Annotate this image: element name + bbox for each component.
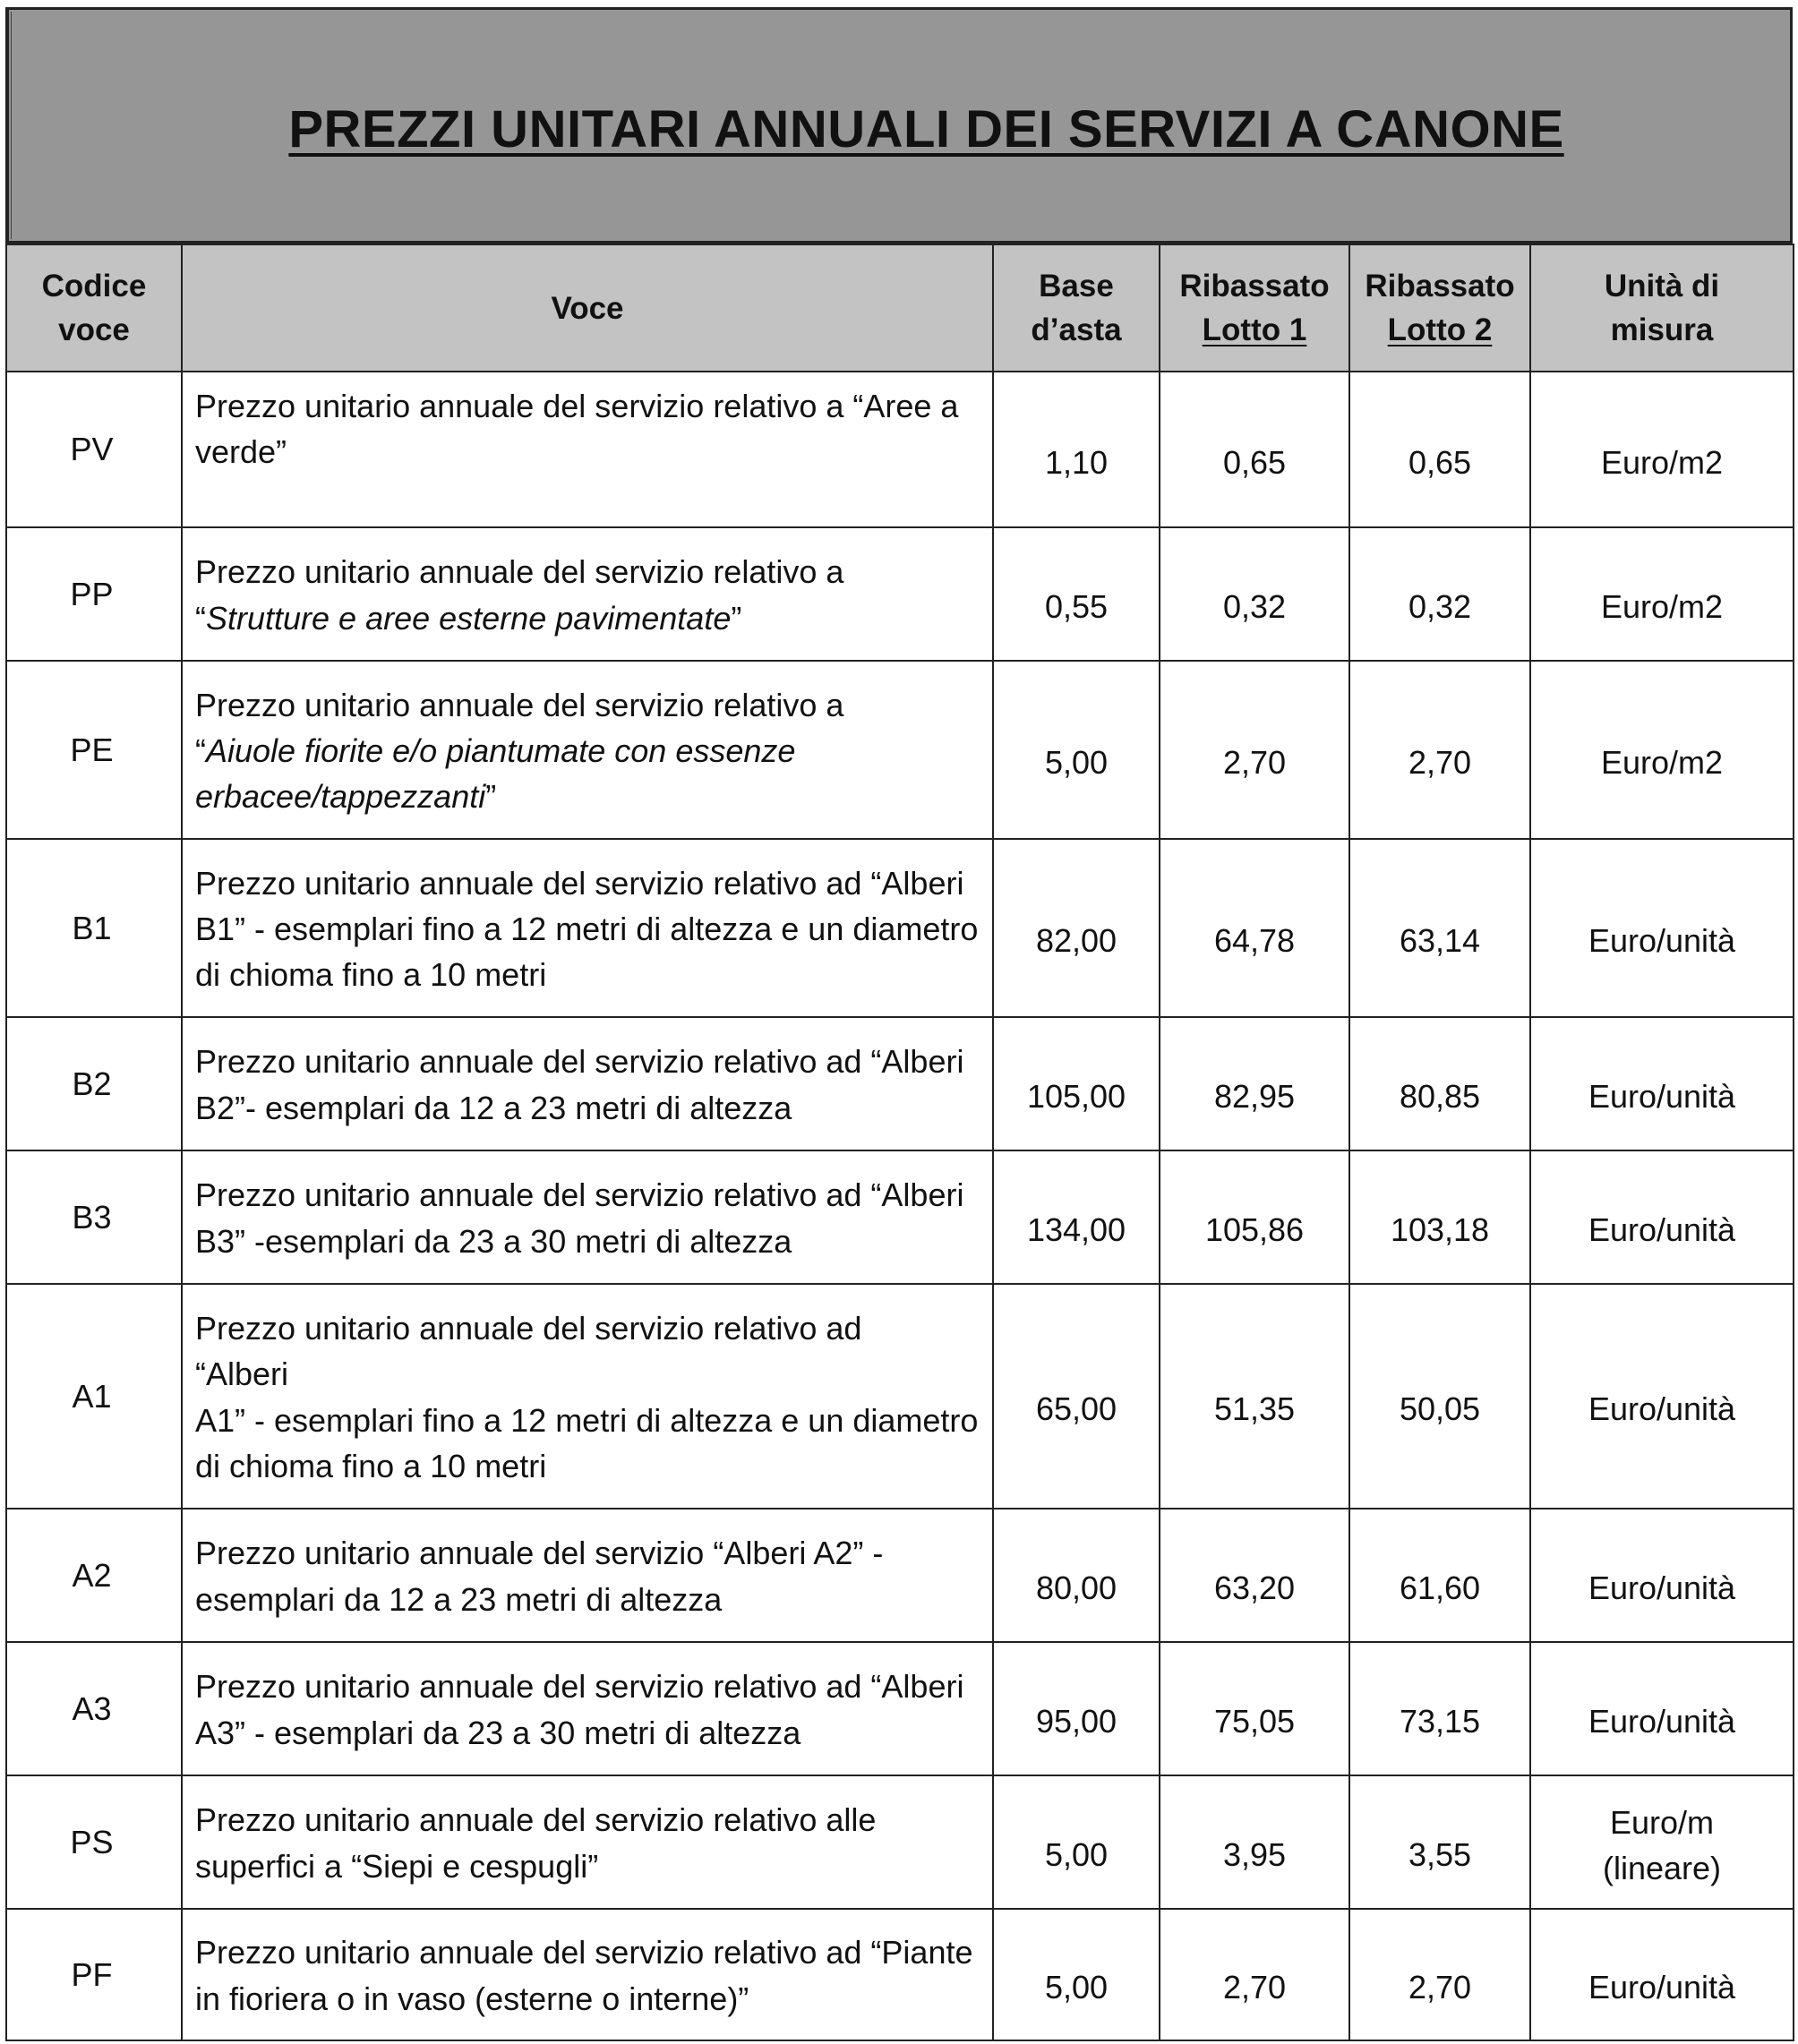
table-row xyxy=(6,372,1794,527)
row-lotto2: 103,18 xyxy=(1349,1150,1530,1284)
table-header-row xyxy=(6,244,1794,372)
header-lotto2 xyxy=(1349,244,1530,372)
row-voce-open-quote: “ xyxy=(195,731,206,769)
row-unit: Euro/m2 xyxy=(1530,527,1794,661)
row-lotto2: 2,70 xyxy=(1349,1909,1530,2040)
row-lotto1: 64,78 xyxy=(1160,839,1349,1017)
row-voce xyxy=(182,661,993,839)
row-lotto1: 63,20 xyxy=(1160,1509,1349,1642)
row-voce-line1: Prezzo unitario annuale del servizio relativo ad xyxy=(195,1310,862,1347)
table-row xyxy=(6,661,1794,839)
row-voce-open-quote: “ xyxy=(195,599,206,637)
header-lotto1-line2: Lotto 1 xyxy=(1202,312,1307,347)
row-unit: Euro/unità xyxy=(1530,1284,1794,1509)
header-voce xyxy=(182,244,993,372)
header-code xyxy=(6,244,182,372)
row-lotto1: 3,95 xyxy=(1160,1775,1349,1909)
row-base: 5,00 xyxy=(993,661,1160,839)
row-unit: Euro/unità xyxy=(1530,1150,1794,1284)
row-base: 95,00 xyxy=(993,1642,1160,1775)
header-base xyxy=(993,244,1160,372)
row-lotto1: 51,35 xyxy=(1160,1284,1349,1509)
header-unit-line2: misura xyxy=(1610,312,1714,347)
row-voce-line2: “Alberi xyxy=(195,1356,289,1393)
row-code: A1 xyxy=(6,1284,182,1509)
row-base: 1,10 xyxy=(993,372,1160,527)
header-unit xyxy=(1530,244,1794,372)
row-lotto2: 80,85 xyxy=(1349,1017,1530,1150)
table-row xyxy=(6,1284,1794,1509)
header-lotto2-line1: Ribassato xyxy=(1365,269,1515,304)
row-lotto2: 61,60 xyxy=(1349,1509,1530,1642)
row-code: A2 xyxy=(6,1509,182,1642)
header-code-line1: Codice xyxy=(41,269,147,304)
row-voce: Prezzo unitario annuale del servizio relativo a “Aree a verde” xyxy=(182,372,993,527)
row-lotto2: 2,70 xyxy=(1349,661,1530,839)
row-voce-line3: A1” - esemplari fino a 12 metri di altezza e un diametro di chioma fino a 10 metri xyxy=(195,1401,979,1484)
row-unit: Euro/unità xyxy=(1530,839,1794,1017)
row-code: PE xyxy=(6,661,182,839)
row-code: B2 xyxy=(6,1017,182,1150)
row-voce: Prezzo unitario annuale del servizio relativo alle superfici a “Siepi e cespugli” xyxy=(182,1775,993,1909)
row-base: 5,00 xyxy=(993,1775,1160,1909)
row-base: 82,00 xyxy=(993,839,1160,1017)
row-unit: Euro/unità xyxy=(1530,1909,1794,2040)
row-code: B1 xyxy=(6,839,182,1017)
row-base: 65,00 xyxy=(993,1284,1160,1509)
header-lotto1 xyxy=(1160,244,1349,372)
row-voce: Prezzo unitario annuale del servizio relativo ad “Piante in fioriera o in vaso (esterne o interne)” xyxy=(182,1909,993,2040)
row-lotto2: 3,55 xyxy=(1349,1775,1530,1909)
table-row xyxy=(6,1509,1794,1642)
row-code: A3 xyxy=(6,1642,182,1775)
row-lotto1: 75,05 xyxy=(1160,1642,1349,1775)
header-unit-line1: Unità di xyxy=(1604,269,1720,304)
table-row xyxy=(6,1642,1794,1775)
row-unit xyxy=(1530,1775,1794,1909)
row-base: 5,00 xyxy=(993,1909,1160,2040)
price-table xyxy=(5,244,1794,2041)
row-voce-close-quote: ” xyxy=(731,599,742,637)
row-unit: Euro/m2 xyxy=(1530,372,1794,527)
row-code: PF xyxy=(6,1909,182,2040)
row-lotto1: 2,70 xyxy=(1160,661,1349,839)
row-voce xyxy=(182,1284,993,1509)
row-voce-close-quote: ” xyxy=(485,778,497,816)
table-row xyxy=(6,1775,1794,1909)
row-base: 0,55 xyxy=(993,527,1160,661)
table-row xyxy=(6,1017,1794,1150)
row-base: 80,00 xyxy=(993,1509,1160,1642)
row-voce: Prezzo unitario annuale del servizio “Alberi A2” - esemplari da 12 a 23 metri di altezza xyxy=(182,1509,993,1642)
row-lotto1: 0,65 xyxy=(1160,372,1349,527)
header-lotto1-line1: Ribassato xyxy=(1179,269,1330,304)
row-unit: Euro/m2 xyxy=(1530,661,1794,839)
row-voce-italic: Aiuole fiorite e/o piantumate con essenze erbacee/tappezzanti xyxy=(195,731,796,816)
row-lotto1: 0,32 xyxy=(1160,527,1349,661)
row-code: PP xyxy=(6,527,182,661)
row-lotto2: 73,15 xyxy=(1349,1642,1530,1775)
row-voce-text: Prezzo unitario annuale del servizio relativo a xyxy=(195,686,844,723)
row-unit: Euro/unità xyxy=(1530,1017,1794,1150)
row-voce-text: Prezzo unitario annuale del servizio relativo a xyxy=(195,553,844,591)
header-base-line1: Base xyxy=(1039,269,1114,304)
title-band xyxy=(5,7,1793,244)
row-voce: Prezzo unitario annuale del servizio relativo ad “Alberi B2”- esemplari da 12 a 23 metri di altezza xyxy=(182,1017,993,1150)
row-voce: Prezzo unitario annuale del servizio relativo ad “Alberi B3” -esemplari da 23 a 30 metri di altezza xyxy=(182,1150,993,1284)
row-lotto1: 2,70 xyxy=(1160,1909,1349,2040)
row-base: 105,00 xyxy=(993,1017,1160,1150)
row-voce-italic: Strutture e aree esterne pavimentate xyxy=(206,599,732,637)
page-title: PREZZI UNITARI ANNUALI DEI SERVIZI A CANONE xyxy=(288,100,1564,158)
row-voce: Prezzo unitario annuale del servizio relativo ad “Alberi B1” - esemplari fino a 12 metri di altezza e un diametro di chioma fino a 10 metri xyxy=(182,839,993,1017)
header-voce-label: Voce xyxy=(551,290,624,326)
row-code: PV xyxy=(6,372,182,527)
row-lotto2: 50,05 xyxy=(1349,1284,1530,1509)
header-base-line2: d’asta xyxy=(1031,312,1122,347)
row-voce: Prezzo unitario annuale del servizio relativo ad “Alberi A3” - esemplari da 23 a 30 metri di altezza xyxy=(182,1642,993,1775)
price-sheet xyxy=(5,7,1793,2041)
row-code: PS xyxy=(6,1775,182,1909)
row-unit: Euro/unità xyxy=(1530,1509,1794,1642)
row-voce xyxy=(182,527,993,661)
table-row xyxy=(6,1150,1794,1284)
table-row xyxy=(6,527,1794,661)
header-lotto2-line2: Lotto 2 xyxy=(1387,312,1493,347)
row-lotto1: 82,95 xyxy=(1160,1017,1349,1150)
row-lotto2: 0,32 xyxy=(1349,527,1530,661)
table-row xyxy=(6,1909,1794,2040)
row-code: B3 xyxy=(6,1150,182,1284)
row-lotto1: 105,86 xyxy=(1160,1150,1349,1284)
row-unit-line1: Euro/m xyxy=(1609,1803,1715,1841)
row-lotto2: 0,65 xyxy=(1349,372,1530,527)
row-lotto2: 63,14 xyxy=(1349,839,1530,1017)
table-row xyxy=(6,839,1794,1017)
header-code-line2: voce xyxy=(58,312,130,347)
row-unit-line2: (lineare) xyxy=(1602,1850,1722,1886)
row-unit: Euro/unità xyxy=(1530,1642,1794,1775)
row-base: 134,00 xyxy=(993,1150,1160,1284)
